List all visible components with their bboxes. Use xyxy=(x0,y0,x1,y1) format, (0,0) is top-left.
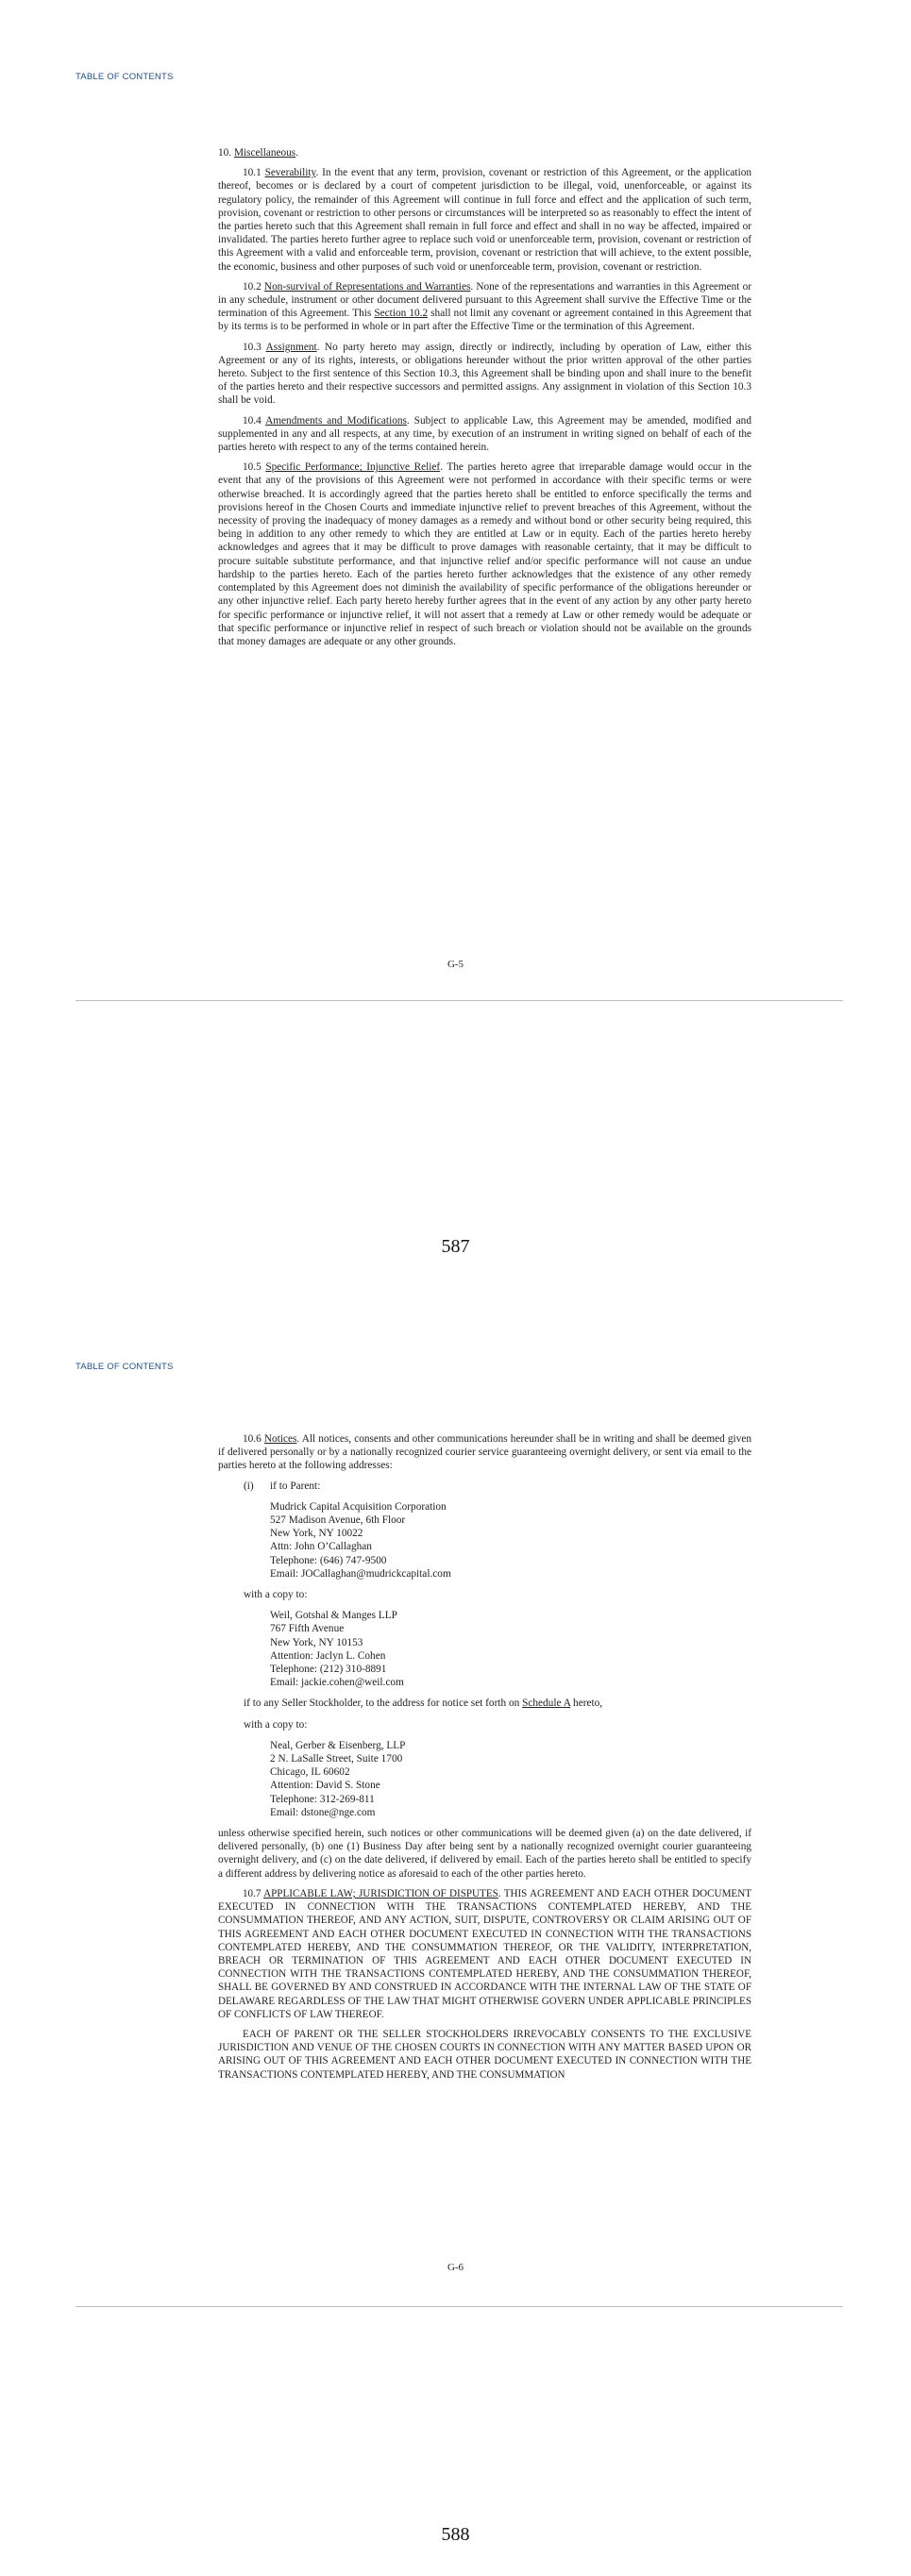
section-title: APPLICABLE LAW; JURISDICTION OF DISPUTES xyxy=(263,1887,498,1899)
seller-stockholder-notice: if to any Seller Stockholder, to the address for notice set forth on Schedule A hereto, xyxy=(244,1698,603,1710)
neal-gerber-address-block: Neal, Gerber & Eisenberg, LLP 2 N. LaSalle Street, Suite 1700 Chicago, IL 60602 Attention: David S. Stone Telephone: 312-269-811 Email: dstone@nge.com xyxy=(270,1739,406,1818)
section-10-6: 10.6 Notices. All notices, consents and other communications hereunder shall be in writing and shall be deemed given if delivered personally or by a nationally recognized courier service guaranteeing overnight delivery, or sent via email to the parties hereto at the following addresses: xyxy=(218,1433,751,1472)
table-of-contents-link[interactable]: TABLE OF CONTENTS xyxy=(76,72,174,82)
section-title: Specific Performance; Injunctive Relief xyxy=(265,461,441,474)
page-divider xyxy=(76,1000,843,1001)
parent-address-block: Mudrick Capital Acquisition Corporation 527 Madison Avenue, 6th Floor New York, NY 10022 Attn: John O’Callaghan Telephone: (646) 747-9500 Email: JOCallaghan@mudrickcapital.com xyxy=(270,1500,451,1580)
page-divider xyxy=(76,2306,843,2307)
section-title: Amendments and Modifications xyxy=(265,414,407,427)
page-number: 588 xyxy=(441,2524,470,2545)
page-footer: G-6 xyxy=(447,2262,464,2273)
section-title: Severability xyxy=(264,167,316,179)
copy-to-label: with a copy to: xyxy=(244,1718,308,1731)
table-of-contents-link[interactable]: TABLE OF CONTENTS xyxy=(76,1362,174,1372)
notice-item-i: (i) if to Parent: xyxy=(244,1480,321,1492)
section-title: Notices xyxy=(263,1433,297,1445)
page2-body xyxy=(218,1432,751,2088)
section-10-4: 10.4 Amendments and Modifications. Subject to applicable Law, this Agreement may be amended, modified and supplemented in any and all respects, at any time, by execution of an instrument in writing signed on behalf of each of the parties hereto with respect to any of the terms contained herein. xyxy=(218,414,751,454)
page-number: 587 xyxy=(441,1236,470,1257)
section-10-heading: 10. Miscellaneous. xyxy=(218,147,299,159)
page1-body xyxy=(218,146,751,655)
section-10-1: 10.1 Severability. In the event that any term, provision, covenant or restriction of this Agreement, or the application thereof, becomes or is declared by a court of competent jurisdiction to be illegal, void, unenforceable, or against its regulatory policy, the remainder of this Agreement will continue in full force and effect and the application of such term, provision, covenant or restriction to other persons or circumstances will be interpreted so as reasonably to effect the intent of the parties hereto such that this Agreement shall remain in full force and effect and shall in no way be affected, impaired or invalidated. The parties hereto further agree to replace such void or unenforceable term, provision, covenant or restriction of this Agreement with a valid and enforceable term, provision, covenant or restriction that will achieve, to the extent possible, the economic, business and other purposes of such void or unenforceable term, provision, covenant or restriction. xyxy=(218,167,751,273)
page-footer: G-5 xyxy=(447,959,464,970)
jurisdiction-consent-paragraph: EACH OF PARENT OR THE SELLER STOCKHOLDERS IRREVOCABLY CONSENTS TO THE EXCLUSIVE JURISDICTION AND VENUE OF THE CHOSEN COURTS IN CONNECTION WITH ANY MATTER BASED UPON OR ARISING OUT OF THIS AGREEMENT AND EACH OTHER DOCUMENT EXECUTED IN CONNECTION WITH THE TRANSACTIONS CONTEMPLATED HEREBY, AND THE CONSUMMATION xyxy=(218,2028,751,2081)
section-title: Assignment xyxy=(265,341,317,353)
section-10-5: 10.5 Specific Performance; Injunctive Relief. The parties hereto agree that irreparable damage would occur in the event that any of the provisions of this Agreement were not performed in accordance with their specific terms or were otherwise breached. It is accordingly agreed that the parties hereto shall be entitled to enforce specifically the terms and provisions hereof in the Chosen Courts and immediate injunctive relief to prevent breaches of this Agreement, without the necessity of proving the inadequacy of money damages as a remedy and without bond or other security being required, this being in addition to any other remedy to which they are entitled at Law or in equity. Each of the parties hereto hereby acknowledges and agrees that it may be difficult to prove damages with reasonable certainty, that it may be difficult to procure suitable substitute performance, and that injunctive relief and/or specific performance will not cause an undue hardship to the parties hereto. Each of the parties hereto further acknowledges that the existence of any other remedy contemplated by this Agreement does not diminish the availability of specific performance of the obligations hereunder or any other injunctive relief. Each party hereto hereby further agrees that in the event of any action by any other party hereto for specific performance or injunctive relief, it will not assert that a remedy at Law or other remedy would be adequate or that specific performance or injunctive relief in respect of such breach or violation should not be available on the grounds that money damages are adequate or any other grounds. xyxy=(218,461,751,647)
section-10-7: 10.7 APPLICABLE LAW; JURISDICTION OF DISPUTES. THIS AGREEMENT AND EACH OTHER DOCUMENT EXECUTED IN CONNECTION WITH THE TRANSACTIONS CONTEMPLATED HEREBY, AND THE CONSUMMATION THEREOF, AND ANY ACTION, SUIT, DISPUTE, CONTROVERSY OR CLAIM ARISING OUT OF THIS AGREEMENT AND EACH OTHER DOCUMENT EXECUTED IN CONNECTION WITH THE TRANSACTIONS CONTEMPLATED HEREBY, AND THE CONSUMMATION THEREOF, OR THE VALIDITY, INTERPRETATION, BREACH OR TERMINATION OF THIS AGREEMENT AND EACH OTHER DOCUMENT EXECUTED IN CONNECTION WITH THE TRANSACTIONS CONTEMPLATED HEREBY, AND THE CONSUMMATION THEREOF, SHALL BE GOVERNED BY AND CONSTRUED IN ACCORDANCE WITH THE INTERNAL LAW OF THE STATE OF DELAWARE REGARDLESS OF THE LAW THAT MIGHT OTHERWISE GOVERN UNDER APPLICABLE PRINCIPLES OF CONFLICTS OF LAW THEREOF. xyxy=(218,1887,751,2020)
schedule-a-link[interactable]: Schedule A xyxy=(522,1698,571,1710)
section-reference-link[interactable]: Section 10.2 xyxy=(374,308,429,320)
copy-to-label: with a copy to: xyxy=(244,1589,308,1601)
weil-address-block: Weil, Gotshal & Manges LLP 767 Fifth Avenue New York, NY 10153 Attention: Jaclyn L. Cohen Telephone: (212) 310-8891 Email: jackie.cohen@weil.com xyxy=(270,1610,404,1689)
section-10-title: Miscellaneous xyxy=(233,147,296,159)
section-10-2: 10.2 Non-survival of Representations and Warranties. None of the representations and warranties in this Agreement or in any schedule, instrument or other document delivered pursuant to this Agreement shall survive the Effective Time or the termination of this Agreement. This Section 10.2 shall not limit any covenant or agreement contained in this Agreement that by its terms is to be performed in whole or in part after the Effective Time or the termination of this Agreement. xyxy=(218,280,751,333)
notice-delivery-terms: unless otherwise specified herein, such notices or other communications will be deemed given (a) on the date delivered, if delivered personally, (b) one (1) Business Day after being sent by a nationally recognized overnight courier guaranteeing overnight delivery, and (c) on the date delivered, if delivered by email. Each of the parties hereto shall be entitled to specify a different address by delivering notice as aforesaid to each of the other parties hereto. xyxy=(218,1828,751,1880)
section-title: Non-survival of Representations and Warranties xyxy=(263,280,471,293)
section-10-3: 10.3 Assignment. No party hereto may assign, directly or indirectly, including by operation of Law, either this Agreement or any of its rights, interests, or obligations hereunder without the prior written approval of the other parties hereto. Subject to the first sentence of this Section 10.3, this Agreement shall be binding upon and shall inure to the benefit of the parties hereto and their respective successors and permitted assigns. Any assignment in violation of this Section 10.3 shall be void. xyxy=(218,341,751,407)
